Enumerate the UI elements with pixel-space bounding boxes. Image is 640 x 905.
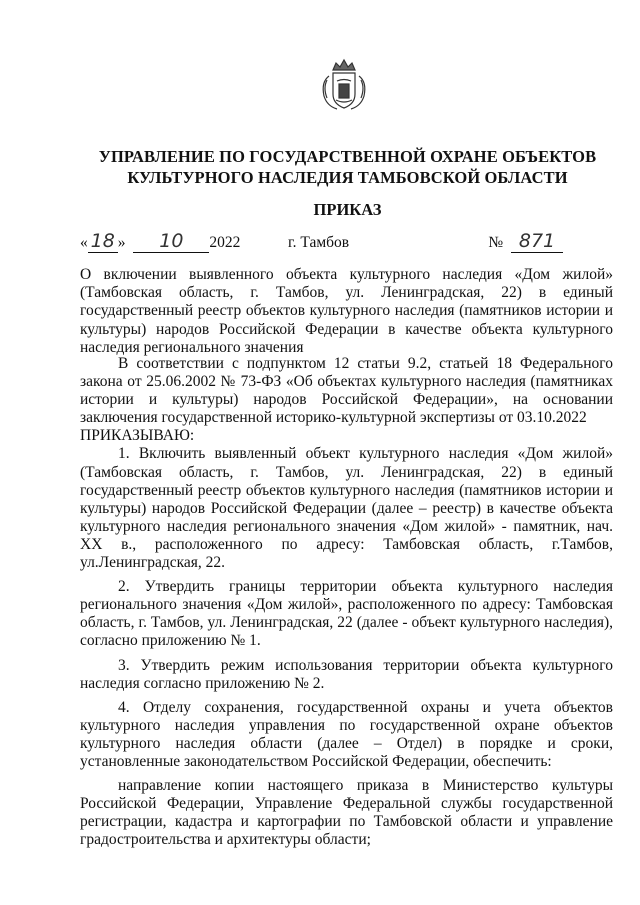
order-subject: О включении выявленного объекта культурного наследия «Дом жилой» (Тамбовская область, г. Тамбов, ул. Ленинградская, 22) в единый государственный реестр объектов культурного наследия (памятников истории и культуры) народов Российской Федерации в качестве объекта культурного наследия регионального значения: [80, 266, 613, 356]
order-item-4-sub-1: направление копии настоящего приказа в Министерство культуры Российской Федерации, Управление Федеральной службы государственной регистрации, кадастра и картографии по Тамбовской области и управление градостроительства и архитектуры области;: [80, 777, 613, 849]
tambov-coat-of-arms-icon: [319, 56, 369, 116]
date-day-handwritten: 18: [88, 230, 118, 253]
order-city: г. Тамбов: [288, 234, 350, 251]
organization-name-line2: КУЛЬТУРНОГО НАСЛЕДИЯ ТАМБОВСКОЙ ОБЛАСТИ: [127, 168, 568, 187]
order-item-3: 3. Утвердить режим использования территории объекта культурного наследия согласно приложению № 2.: [80, 656, 613, 692]
date-quote-open: «: [80, 234, 88, 251]
number-handwritten: 871: [511, 230, 563, 253]
date-month-handwritten: 10: [133, 230, 209, 253]
organization-name: [80, 146, 615, 188]
order-meta: [80, 230, 615, 256]
order-word: ПРИКАЗЫВАЮ:: [80, 427, 195, 445]
date-year: 2022: [209, 234, 241, 251]
preamble-paragraph: В соответствии с подпунктом 12 статьи 9.2, статьей 18 Федерального закона от 25.06.2002 № 73-ФЗ «Об объектах культурного наследия (памятниках истории и культуры) народов Российской Федерации», на основании заключения государственной историко-культурной экспертизы от 03.10.2022: [80, 355, 613, 427]
date-quote-close: »: [117, 234, 126, 251]
order-item-2: 2. Утвердить границы территории объекта культурного наследия регионального значения «Дом жилой», расположенного по адресу: Тамбовская область, г. Тамбов, ул. Ленинградская, 22 (далее - объект культурного наследия), согласно приложению № 1.: [80, 578, 613, 650]
order-item-4: 4. Отделу сохранения, государственной охраны и учета объектов культурного наследия управления по государственной охране объектов культурного наследия области (далее – Отдел) в порядке и сроки, установленные законодательством Российской Федерации, обеспечить:: [80, 698, 613, 770]
order-number: [488, 230, 563, 253]
document-type: ПРИКАЗ: [313, 200, 382, 219]
order-item-1: 1. Включить выявленный объект культурного наследия «Дом жилой» (Тамбовская область, г. Тамбов, ул. Ленинградская, 22) в единый государственный реестр объектов культурного наследия (памятников истории и культуры) народов Российской Федерации (далее – реестр) в качестве объекта культурного наследия регионального значения «Дом жилой» - памятник, нач. ХХ в., расположенного по адресу: Тамбовская область, г.Тамбов, ул.Ленинградская, 22.: [80, 445, 613, 572]
number-label: №: [488, 234, 504, 251]
organization-name-line1: УПРАВЛЕНИЕ ПО ГОСУДАРСТВЕННОЙ ОХРАНЕ ОБЪЕКТОВ: [98, 147, 597, 166]
order-body: [80, 355, 613, 849]
order-date: [80, 230, 240, 253]
